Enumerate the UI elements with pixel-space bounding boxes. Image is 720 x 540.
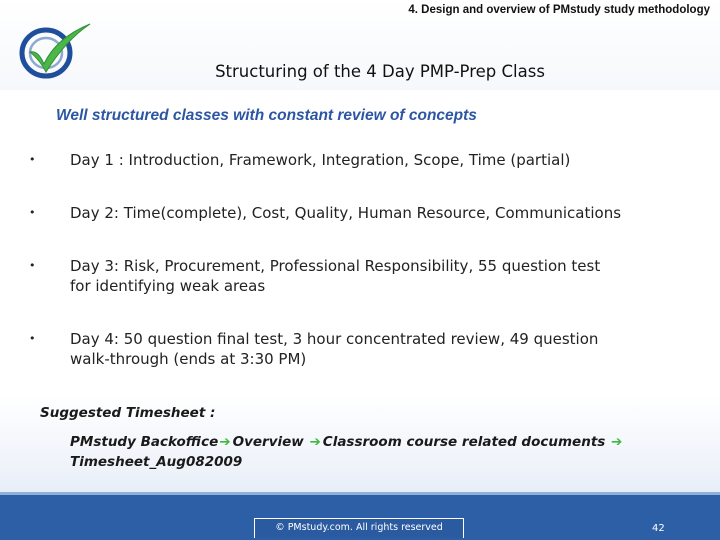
bullet-list: [24, 150, 714, 402]
bullet-item-day-4: [24, 329, 714, 369]
bullet-item-day-3: [24, 256, 714, 296]
bullet-dot-icon: •: [29, 206, 36, 219]
page-number: 42: [652, 523, 665, 534]
bullet-text: Day 3: Risk, Procurement, Professional Responsibility, 55 question test: [70, 257, 601, 275]
bullet-text: Day 2: Time(complete), Cost, Quality, Human Resource, Communications: [70, 204, 622, 222]
bullet-text-continued: walk-through (ends at 3:30 PM): [70, 350, 307, 368]
bullet-item-day-2: [24, 203, 714, 223]
section-caption: 4. Design and overview of PMstudy study methodology: [408, 4, 710, 16]
timesheet-path: [70, 432, 690, 472]
timesheet-heading: Suggested Timesheet :: [40, 405, 216, 421]
copyright-notice: © PMstudy.com. All rights reserved: [254, 518, 464, 538]
path-step-backoffice: PMstudy Backoffice: [70, 434, 219, 450]
bullet-dot-icon: •: [29, 259, 36, 272]
arrow-right-icon: ➔: [611, 434, 623, 450]
slide-title: Structuring of the 4 Day PMP-Prep Class: [215, 62, 545, 81]
arrow-right-icon: ➔: [219, 434, 231, 450]
path-step-timesheet-file: Timesheet_Aug082009: [70, 454, 243, 470]
bullet-dot-icon: •: [29, 153, 36, 166]
bullet-dot-icon: •: [29, 332, 36, 345]
bullet-item-day-1: [24, 150, 714, 170]
timesheet-note: [40, 405, 623, 470]
bullet-text-continued: for identifying weak areas: [70, 277, 266, 295]
bullet-text: Day 4: 50 question final test, 3 hour concentrated review, 49 question: [70, 330, 599, 348]
slide-subtitle: Well structured classes with constant review of concepts: [56, 107, 477, 124]
arrow-right-icon: ➔: [309, 434, 321, 450]
path-step-overview: Overview: [232, 434, 304, 450]
path-step-classroom-documents: Classroom course related documents: [322, 434, 606, 450]
bullet-text: Day 1 : Introduction, Framework, Integration, Scope, Time (partial): [70, 151, 571, 169]
